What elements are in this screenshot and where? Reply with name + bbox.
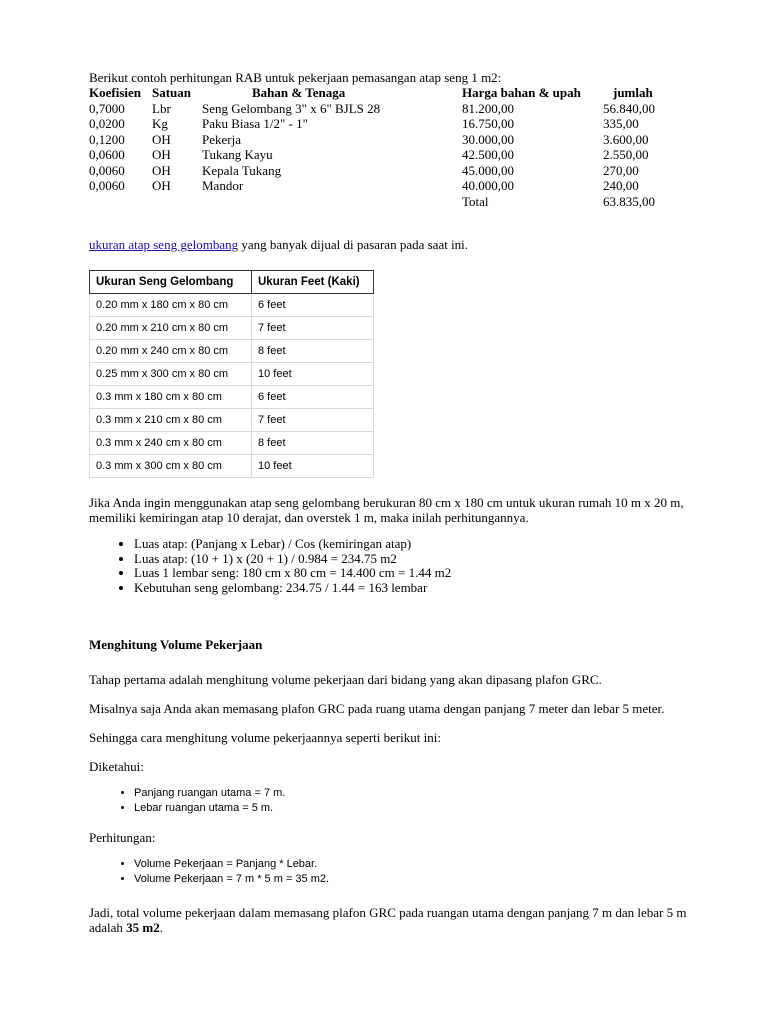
roof-calc-list (89, 537, 699, 595)
table-row (90, 294, 374, 317)
size-cell: 6 feet (252, 386, 374, 409)
rab-total-row (89, 194, 655, 210)
rab-cell: 0,7000 (89, 100, 125, 116)
seng-size-link[interactable]: ukuran atap seng gelombang (89, 237, 239, 252)
size-header-ukuran: Ukuran Seng Gelombang (90, 271, 252, 294)
intro-text: Berikut contoh perhitungan RAB untuk pekerjaan pemasangan atap seng 1 m2: (89, 70, 502, 85)
list-item: • Lebar ruangan utama = 5 m. (134, 801, 699, 816)
table-row (90, 432, 374, 455)
rab-table (89, 85, 655, 209)
rab-cell: OH (152, 147, 171, 162)
rab-total-value: 63.835,00 (603, 193, 655, 209)
rab-cell: 270,00 (603, 162, 639, 178)
link-paragraph-rest: yang banyak dijual di pasaran pada saat ini. (238, 237, 469, 252)
size-cell: 0.20 mm x 210 cm x 80 cm (90, 317, 252, 340)
size-cell: 0.3 mm x 300 cm x 80 cm (90, 455, 252, 478)
rab-cell: OH (152, 178, 171, 193)
paragraph: Misalnya saja Anda akan memasang plafon GRC pada ruang utama dengan panjang 7 meter dan lebar 5 meter. (89, 701, 665, 716)
rab-cell: Kg (152, 116, 168, 131)
table-row (90, 363, 374, 386)
size-cell: 7 feet (252, 317, 374, 340)
paragraph: Tahap pertama adalah menghitung volume pekerjaan dari bidang yang akan dipasang plafon GRC. (89, 672, 602, 687)
known-values-list (89, 786, 699, 816)
size-cell: 7 feet (252, 409, 374, 432)
list-item: • Luas atap: (Panjang x Lebar) / Cos (kemiringan atap) (134, 537, 699, 552)
size-cell: 10 feet (252, 363, 374, 386)
conclusion-text: Jadi, total volume pekerjaan dalam memasang plafon GRC pada ruangan utama dengan panjang 7 m dan lebar 5 m adalah (89, 905, 687, 935)
rab-cell: 45.000,00 (462, 162, 514, 178)
diketahui-label: Diketahui: (89, 759, 144, 774)
table-row (90, 409, 374, 432)
rab-cell: 56.840,00 (603, 100, 655, 116)
conclusion-paragraph (89, 905, 699, 935)
list-item: • Kebutuhan seng gelombang: 234.75 / 1.44 = 163 lembar (134, 581, 699, 596)
rab-cell: OH (152, 131, 171, 147)
perhitungan-label: Perhitungan: (89, 830, 156, 845)
rab-cell: 3.600,00 (603, 131, 649, 147)
rab-cell: 2.550,00 (603, 147, 649, 162)
table-row (90, 386, 374, 409)
table-row (89, 116, 655, 132)
size-cell: 0.3 mm x 210 cm x 80 cm (90, 409, 252, 432)
list-item: • Luas 1 lembar seng: 180 cm x 80 cm = 14.400 cm = 1.44 m2 (134, 566, 699, 581)
rab-cell: Seng Gelombang 3" x 6" BJLS 28 (202, 100, 381, 116)
table-row (89, 147, 655, 163)
size-cell: 0.20 mm x 240 cm x 80 cm (90, 340, 252, 363)
rab-total-label: Total (462, 193, 489, 209)
table-row (89, 163, 655, 179)
document-page (89, 70, 699, 935)
conclusion-end: . (159, 920, 164, 935)
rab-cell: Tukang Kayu (202, 147, 273, 162)
table-row (90, 340, 374, 363)
size-cell: 0.20 mm x 180 cm x 80 cm (90, 294, 252, 317)
rab-cell: 0,0060 (89, 178, 125, 193)
rab-cell: 335,00 (603, 116, 639, 131)
rab-cell: Pekerja (202, 131, 241, 147)
rab-header-harga: Harga bahan & upah (462, 85, 581, 100)
table-row (89, 101, 655, 117)
table-row (90, 317, 374, 340)
size-cell: 6 feet (252, 294, 374, 317)
rab-cell: 0,1200 (89, 131, 125, 147)
rab-cell: 240,00 (603, 178, 639, 193)
paragraph: Sehingga cara menghitung volume pekerjaannya seperti berikut ini: (89, 730, 441, 745)
table-row (89, 178, 655, 194)
size-table (89, 270, 374, 478)
rab-cell: Kepala Tukang (202, 162, 282, 178)
rab-cell: 0,0200 (89, 116, 125, 131)
rab-cell: 0,0060 (89, 162, 125, 178)
list-item: • Volume Pekerjaan = 7 m * 5 m = 35 m2. (134, 872, 699, 887)
rab-cell: Lbr (152, 100, 171, 116)
rab-cell: Mandor (202, 178, 244, 193)
rab-header-koefisien: Koefisien (89, 85, 141, 100)
conclusion-result: 35 m2 (126, 920, 160, 935)
table-row (90, 455, 374, 478)
list-item: • Panjang ruangan utama = 7 m. (134, 786, 699, 801)
size-header-feet: Ukuran Feet (Kaki) (252, 271, 374, 294)
rab-cell: 42.500,00 (462, 147, 514, 162)
section-heading: Menghitung Volume Pekerjaan (89, 637, 263, 652)
rab-cell: 40.000,00 (462, 178, 514, 193)
size-cell: 0.3 mm x 180 cm x 80 cm (90, 386, 252, 409)
size-cell: 8 feet (252, 432, 374, 455)
size-cell: 8 feet (252, 340, 374, 363)
link-paragraph (89, 237, 699, 252)
size-cell: 10 feet (252, 455, 374, 478)
list-item: • Volume Pekerjaan = Panjang * Lebar. (134, 857, 699, 872)
rab-header-satuan: Satuan (152, 85, 192, 100)
size-cell: 0.3 mm x 240 cm x 80 cm (90, 432, 252, 455)
table-row (89, 132, 655, 148)
rab-cell: Paku Biasa 1/2" - 1" (202, 116, 308, 131)
rab-header-bahan: Bahan & Tenaga (252, 85, 346, 100)
rab-cell: 30.000,00 (462, 131, 514, 147)
roof-calc-intro: Jika Anda ingin menggunakan atap seng gelombang berukuran 80 cm x 180 cm untuk ukuran rumah 10 m x 20 m, memiliki kemiringan atap 10 derajat, dan overstek 1 m, maka inilah perhitungannya. (89, 495, 684, 525)
rab-cell: 81.200,00 (462, 100, 514, 116)
volume-calc-list (89, 857, 699, 887)
rab-cell: OH (152, 162, 171, 178)
rab-header-jumlah: jumlah (613, 85, 653, 100)
rab-cell: 16.750,00 (462, 116, 514, 131)
rab-header-row (89, 85, 655, 101)
size-header-row (90, 271, 374, 294)
size-cell: 0.25 mm x 300 cm x 80 cm (90, 363, 252, 386)
rab-cell: 0,0600 (89, 147, 125, 162)
list-item: • Luas atap: (10 + 1) x (20 + 1) / 0.984 = 234.75 m2 (134, 552, 699, 567)
